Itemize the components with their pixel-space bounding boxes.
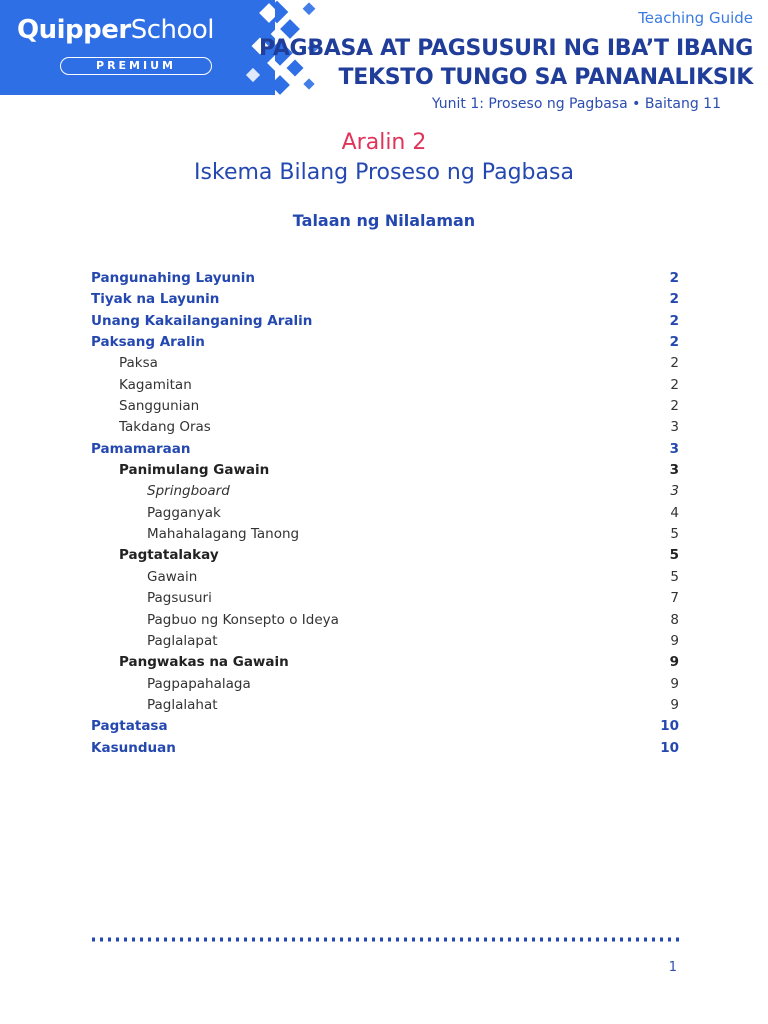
toc-entry[interactable]: Paglalapat 9	[147, 632, 679, 649]
toc-entry[interactable]: Paglalahat 9	[147, 696, 679, 713]
header-banner	[0, 0, 768, 95]
premium-badge: PREMIUM	[60, 57, 212, 75]
page-number: 1	[668, 960, 677, 975]
course-title	[259, 34, 753, 92]
toc-entry[interactable]: Gawain 5	[147, 568, 679, 585]
toc-entry[interactable]: Unang Kakailanganing Aralin 2	[91, 312, 679, 329]
toc-entry[interactable]: Pangunahing Layunin 2	[91, 270, 679, 286]
toc-entry[interactable]: Kagamitan 2	[119, 376, 679, 393]
table-of-contents	[91, 268, 679, 759]
dotted-divider	[91, 937, 681, 942]
toc-entry[interactable]: Pagganyak 4	[147, 504, 679, 521]
toc-entry[interactable]: Pagtatalakay 5	[119, 547, 679, 564]
toc-entry[interactable]: Pamamaraan 3	[91, 440, 679, 457]
toc-entry[interactable]: Paksang Aralin 2	[91, 334, 679, 351]
unit-grade-line: Yunit 1: Proseso ng Pagbasa • Baitang 11	[431, 96, 721, 112]
toc-entry[interactable]: Kasunduan 10	[91, 739, 679, 756]
toc-entry[interactable]: Pagbuo ng Konsepto o Ideya 8	[147, 611, 679, 628]
toc-entry[interactable]: Pagsusuri 7	[147, 590, 679, 607]
course-title-line-1: PAGBASA AT PAGSUSURI NG IBA’T IBANG	[259, 36, 753, 61]
quipper-school-logo: QuipperSchool	[17, 15, 215, 45]
toc-entry[interactable]: Springboard 3	[147, 483, 679, 500]
teaching-guide-label: Teaching Guide	[638, 9, 753, 27]
toc-entry[interactable]: Tiyak na Layunin 2	[91, 291, 679, 308]
toc-entry[interactable]: Mahahalagang Tanong 5	[147, 526, 679, 543]
toc-entry[interactable]: Pagtatasa 10	[91, 718, 679, 735]
lesson-title: Iskema Bilang Proseso ng Pagbasa	[194, 160, 574, 185]
course-title-line-2: TEKSTO TUNGO SA PANANALIKSIK	[338, 65, 753, 90]
toc-entry[interactable]: Takdang Oras 3	[119, 419, 679, 436]
toc-entry[interactable]: Panimulang Gawain 3	[119, 462, 679, 479]
toc-entry[interactable]: Sanggunian 2	[119, 398, 679, 415]
toc-entry[interactable]: Pagpapahalaga 9	[147, 675, 679, 692]
toc-entry[interactable]: Paksa 2	[119, 355, 679, 372]
toc-entry[interactable]: Pangwakas na Gawain 9	[119, 654, 679, 671]
toc-heading: Talaan ng Nilalaman	[292, 211, 476, 230]
lesson-number: Aralin 2	[341, 130, 427, 155]
